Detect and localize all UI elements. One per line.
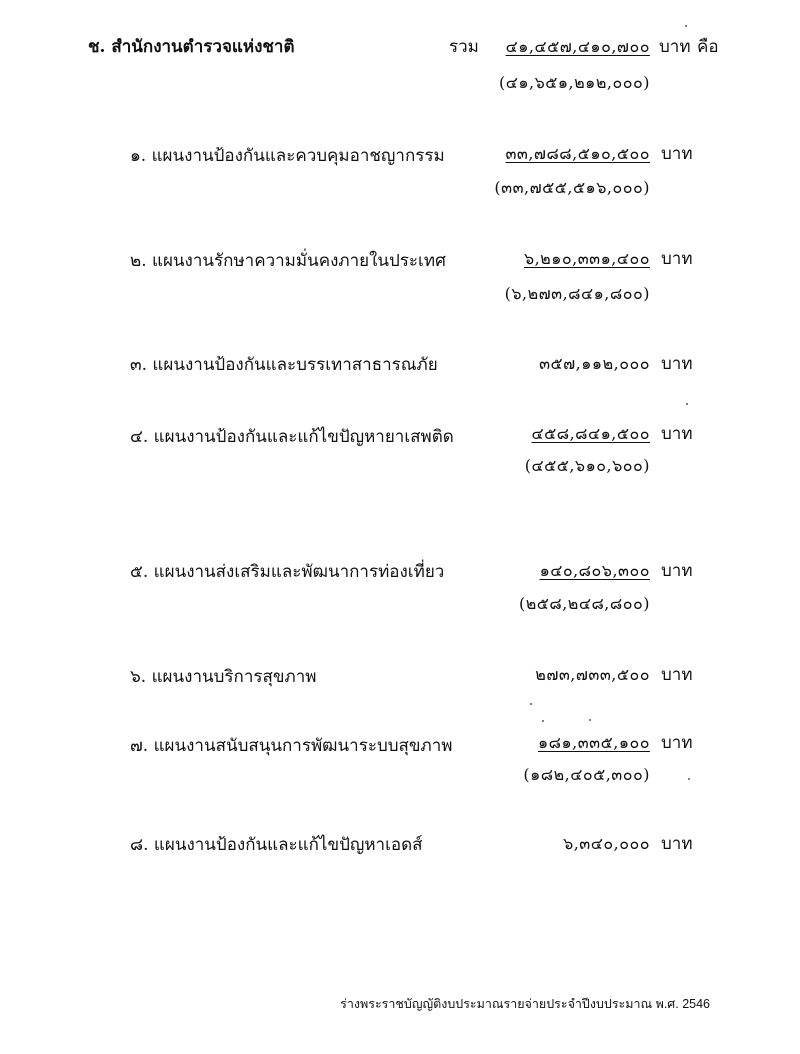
item-label: ๔. แผนงานป้องกันและแก้ไขปัญหายาเสพติด xyxy=(130,427,454,447)
item-unit: บาท xyxy=(661,733,693,753)
item-label: ๒. แผนงานรักษาความมั่นคงภายในประเทศ xyxy=(130,251,446,271)
item-unit: บาท xyxy=(661,561,693,581)
item-prior-amount: (๖,๒๗๓,๘๔๑,๘๐๐) xyxy=(504,284,650,303)
item-unit: บาท xyxy=(661,665,693,685)
page-footer: ร่างพระราชบัญญัติงบประมาณรายจ่ายประจำปีงบประมาณ พ.ศ. 2546 xyxy=(340,997,710,1011)
item-unit: บาท xyxy=(661,144,693,164)
scan-speck xyxy=(686,403,688,405)
item-label: ๖. แผนงานบริการสุขภาพ xyxy=(130,667,317,687)
item-amount: ๓๓,๗๘๘,๕๑๐,๕๐๐ xyxy=(505,144,650,163)
item-amount: ๖,๒๑๐,๓๓๑,๔๐๐ xyxy=(523,249,650,268)
item-prior-amount: (๑๘๒,๔๐๕,๓๐๐) xyxy=(523,765,650,784)
item-label: ๗. แผนงานสนับสนุนการพัฒนาระบบสุขภาพ xyxy=(130,736,453,756)
item-label: ๓. แผนงานป้องกันและบรรเทาสาธารณภัย xyxy=(130,355,438,375)
total-suffix: คือ xyxy=(697,37,719,57)
section-title: ช. สำนักงานตำรวจแห่งชาติ xyxy=(88,37,295,57)
total-label: รวม xyxy=(449,37,479,57)
item-amount: ๒๗๓,๗๓๓,๕๐๐ xyxy=(535,665,650,684)
item-prior-amount: (๔๕๕,๖๑๐,๖๐๐) xyxy=(524,456,650,475)
item-amount: ๑๔๐,๘๐๖,๓๐๐ xyxy=(539,561,650,580)
item-unit: บาท xyxy=(661,249,693,269)
scan-speck xyxy=(542,720,544,722)
item-label: ๕. แผนงานส่งเสริมและพัฒนาการท่องเที่ยว xyxy=(130,562,445,582)
item-amount: ๑๘๑,๓๓๕,๑๐๐ xyxy=(538,733,650,752)
item-unit: บาท xyxy=(661,424,693,444)
total-amount: ๔๑,๔๕๗,๔๑๐,๗๐๐ xyxy=(505,37,650,56)
item-label: ๘. แผนงานป้องกันและแก้ไขปัญหาเอดส์ xyxy=(130,835,423,855)
item-amount: ๓๕๗,๑๑๒,๐๐๐ xyxy=(539,354,650,373)
item-unit: บาท xyxy=(661,834,693,854)
total-unit: บาท xyxy=(659,37,691,57)
scan-speck xyxy=(688,778,690,780)
item-label: ๑. แผนงานป้องกันและควบคุมอาชญากรรม xyxy=(130,146,445,166)
item-amount: ๔๕๘,๘๔๑,๕๐๐ xyxy=(531,424,650,443)
scan-speck xyxy=(589,719,591,721)
item-prior-amount: (๓๓,๗๕๕,๕๑๖,๐๐๐) xyxy=(494,178,650,197)
item-prior-amount: (๒๕๘,๒๔๘,๘๐๐) xyxy=(518,594,650,613)
total-prior-amount: (๔๑,๖๕๑,๒๑๒,๐๐๐) xyxy=(499,73,650,92)
scan-speck xyxy=(685,25,687,27)
scan-speck xyxy=(530,703,532,705)
item-amount: ๖,๓๔๐,๐๐๐ xyxy=(563,834,650,853)
item-unit: บาท xyxy=(661,354,693,374)
